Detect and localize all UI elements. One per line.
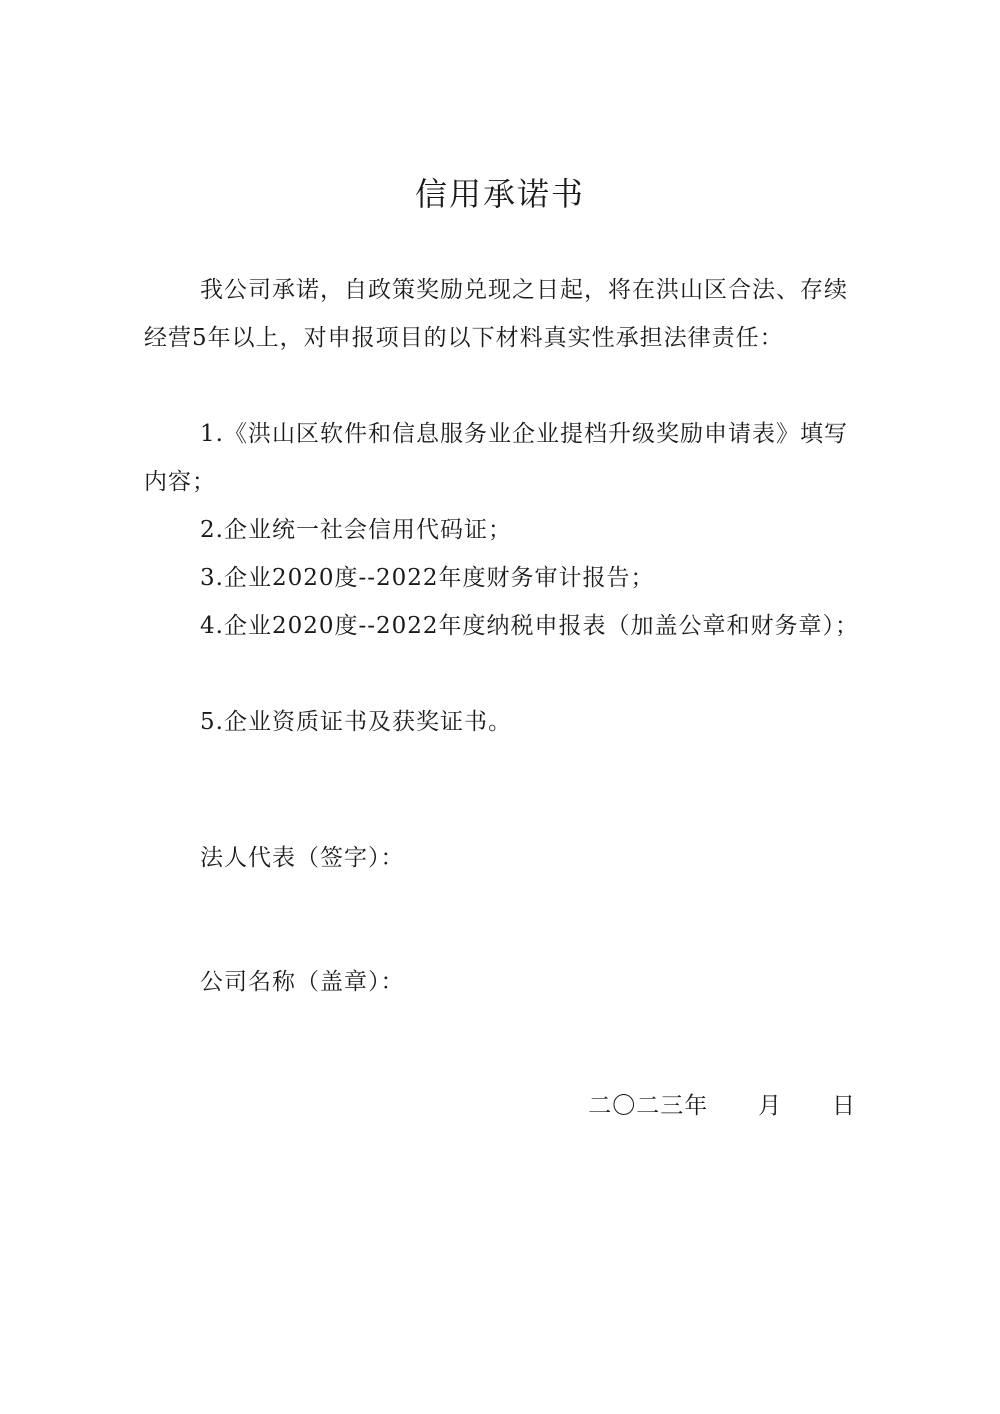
material-item-1: 1.《洪山区软件和信息服务业企业提档升级奖励申请表》填写内容； [144,421,848,495]
company-name-seal-label: 公司名称（盖章）： [200,969,405,995]
date-line: 二〇二三年 月 日 [588,1093,856,1119]
material-item-4: 4.企业2020度--2022年度纳税申报表（加盖公章和财务章）； [200,613,860,639]
material-item-2: 2.企业统一社会信用代码证； [200,517,512,543]
material-item-3: 3.企业2020度--2022年度财务审计报告； [200,565,655,591]
commitment-intro: 我公司承诺，自政策奖励兑现之日起，将在洪山区合法、存续经营5年以上，对申报项目的以下材料真实性承担法律责任： [144,277,848,351]
material-item-5: 5.企业资质证书及获奖证书。 [200,709,512,735]
legal-representative-signature-label: 法人代表（签字）： [200,845,405,871]
document-title: 信用承诺书 [414,175,585,213]
